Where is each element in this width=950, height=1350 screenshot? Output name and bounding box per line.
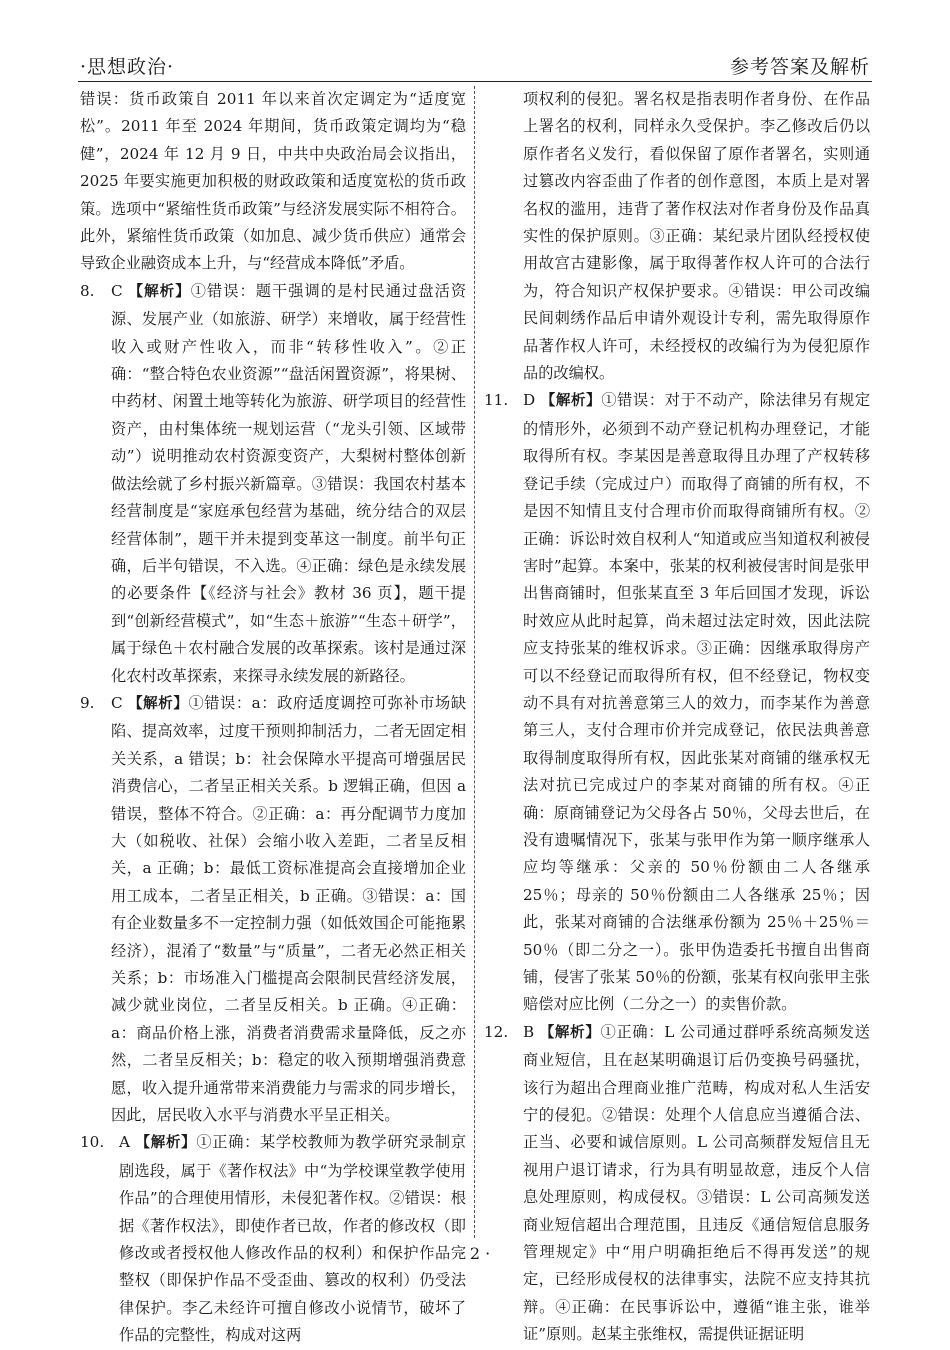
analysis-tag: 【解析】 — [128, 695, 189, 712]
answer-item-9 — [80, 690, 466, 1130]
item-text: ①错误：对于不动产，除法律另有规定的情形外，必须到不动产登记机构办理登记，才能取得所有权。李某因是善意取得且办理了产权转移登记手续（完成过户）而取得了商铺的所有权，不是因不知情且支付合理市价而取得商铺所有权。②正确：诉讼时效自权利人“知道或应当知道权利被侵害时”起算。本案中，张某的权利被侵害时间是张甲出售商铺时，但张某直至 3 年后回国才发现，诉讼时效应从此时起算，尚未超过法定时效，因此法院应支持张某的维权诉求。③正确：因继承取得房产可以不经登记而取得所有权，但不经登记，物权变动不具有对抗善意第三人的效力，而李某作为善意第三人，支付合理市价并完成登记，依民法典善意取得制度取得所有权，因此张某对商铺的继承权无法对抗已完成过户的李某对商铺的所有权。④正确：原商铺登记为父母各占 50％，父母去世后，在没有遗嘱情况下，张某与张甲作为第一顺序继承人应均等继承：父亲的 50％份额由二人各继承 25％；母亲的 50％份额由二人各继承 25％；因此，张某对商铺的合法继承份额为 25％＋25％＝50％（即二分之一）。张甲伪造委托书擅自出售商铺，侵害了张某 50％的份额，张某有权向张甲主张赔偿对应比例（二分之一）的卖售价款。 — [523, 391, 871, 1014]
item-number: 9. — [80, 693, 95, 712]
item-text: ①正确：某学校教师为教学研究录制京剧选段，属于《著作权法》中“为学校课堂教学使用作品”的合理使用情形，未侵犯著作权。②错误：根据《著作权法》，即使作者已故，作者的修改权（即修改或者授权他人修改作品的权利）和保护作品完整权（即保护作品不受歪曲、篡改的权利）仍受法律保护。李乙未经许可擅自修改小说情节，破坏了作品的完整性，构成对这两 — [119, 1133, 467, 1345]
item-answer: B — [523, 1022, 535, 1041]
page-number: · 2 · — [459, 1244, 491, 1263]
answer-item-12 — [484, 1019, 870, 1349]
item-number: 11. — [484, 391, 509, 410]
item-number: 8. — [80, 281, 95, 300]
analysis-tag: 【解析】 — [128, 283, 191, 300]
item-number: 12. — [484, 1022, 509, 1041]
continuation-text: 错误：货币政策自 2011 年以来首次定调定为“适度宽松”。2011 年至 2024 年期间，货币政策定调均为“稳健”，2024 年 12 月 9 日，中共中央政治局会议指出，2025 年要实施更加积极的财政政策和适度宽松的货币政策。选项中“紧缩性货币政策”与经济发展实际不相符合。此外，紧缩性货币政策（如加息、减少货币供应）通常会导致企业融资成本上升，与“经营成本降低”矛盾。 — [80, 90, 466, 273]
item-text: ①正确：L 公司通过群呼系统高频发送商业短信，且在赵某明确退订后仍变换号码骚扰，该行为超出合理商业推广范畴，构成对私人生活安宁的侵犯。②错误：处理个人信息应当遵循合法、正当、必要和诚信原则。L 公司高频群发短信且无视用户退订请求，行为具有明显故意，违反个人信息处理原则，构成侵权。③错误：L 公司高频发送商业短信超出合理范围，且违反《通信短信息服务管理规定》中“用户明确拒绝后不得再发送”的规定，已经形成侵权的法律事实，法院不应支持其抗辩。④正确：在民事诉讼中，遵循“谁主张，谁举证”原则。赵某主张维权，需提供证据证明 — [523, 1022, 870, 1344]
item-answer: C — [111, 693, 123, 712]
item-text: ①错误：a：政府适度调控可弥补市场缺陷、提高效率，过度干预则抑制活力，二者无固定相关关系，a 错误；b：社会保障水平提高可增强居民消费信心，二者呈正相关关系。b 逻辑正确，但因 a 错误，整体不符合。②正确：a：再分配调节力度加大（如税收、社保）会缩小收入差距，二者呈反相关，a 正确；b：最低工资标准提高会直接增加企业用工成本，二者呈正相关，b 正确。③错误：a：国有企业数量多不一定控制力强（如低效国企可能拖累经济），混淆了“数量”与“质量”，二者无必然正相关关系；b：市场准入门槛提高会限制民营经济发展，减少就业岗位，二者呈反相关。b 正确。④正确：a：商品价格上涨，消费者消费需求量降低，反之亦然，二者呈反相关；b：稳定的收入预期增强消费意愿，收入提升通常带来消费能力与需求的同步增长，因此，居民收入水平与消费水平呈正相关。 — [111, 693, 467, 1125]
answer-item-8 — [80, 278, 466, 690]
item-answer: C — [111, 281, 123, 300]
analysis-tag: 【解析】 — [539, 1024, 601, 1041]
item-text: ①错误：题干强调的是村民通过盘活资源、发展产业（如旅游、研学）来增收，属于经营性收入或财产性收入，而非“转移性收入”。②正确：“整合特色农业资源”“盘活闲置资源”，将果树、中药材、闲置土地等转化为旅游、研学项目的经营性资产，由村集体统一规划运营（“龙头引领、区域带动”）说明推动农村资源变资产，大梨树村整体创新做法绘就了乡村振兴新篇章。③错误：我国农村基本经营制度是“家庭承包经营为基础，统分结合的双层经营体制”，题干并未提到变革这一制度。前半句正确，后半句错误，不入选。④正确：绿色是永续发展的必要条件【《经济与社会》教材 36 页】，题干提到“创新经营模式”，如“生态＋旅游”“生态＋研学”，属于绿色＋农村融合发展的改革探索。该村是通过深化农村改革探索，来探寻永续发展的新路径。 — [111, 281, 467, 685]
left-column — [80, 86, 466, 1350]
answer-item-10 — [80, 1129, 466, 1349]
header-rule — [78, 81, 872, 82]
column-divider — [474, 86, 475, 1238]
right-column — [484, 86, 870, 1349]
item-number: 10. — [80, 1133, 105, 1152]
continuation-text: 项权利的侵犯。署名权是指表明作者身份、在作品上署名的权利，同样永久受保护。李乙修改后仍以原作者名义发行，看似保留了原作者署名，实则通过篡改内容歪曲了作者的创作意图，本质上是对署名权的滥用，违背了著作权法对作者身份及作品真实性的保护原则。③正确：某纪录片团队经授权使用故宫古建影像，属于取得著作权人许可的合法行为，符合知识产权保护要求。④错误：甲公司改编民间刺绣作品后申请外观设计专利，需先取得原作品著作权人许可，未经授权的改编行为为侵犯原作品的改编权。 — [523, 90, 870, 383]
analysis-tag: 【解析】 — [135, 1135, 197, 1152]
analysis-tag: 【解析】 — [540, 393, 602, 410]
item-answer: D — [523, 391, 536, 410]
header-subject: ·思想政治· — [80, 56, 175, 78]
answer-item-11 — [484, 387, 870, 1018]
item-answer: A — [119, 1133, 130, 1152]
header-title: 参考答案及解析 — [729, 56, 870, 78]
